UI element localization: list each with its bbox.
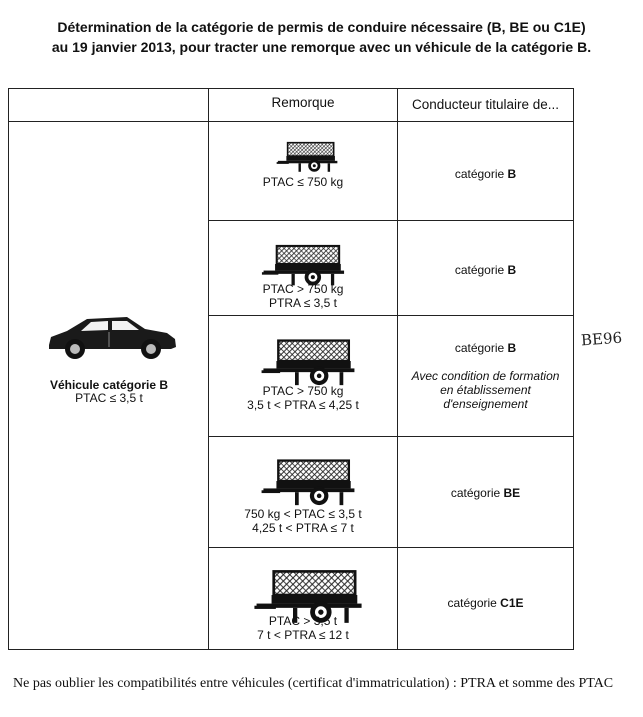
title-line-1: Détermination de la catégorie de permis de conduire nécessaire (B, BE ou C1E) — [57, 19, 586, 35]
category-code: B — [507, 341, 517, 355]
row-3-trailer-ptra: 3,5 t < PTRA ≤ 4,25 t — [247, 398, 359, 412]
row-5-trailer-ptac: PTAC > 3,5 t — [268, 614, 338, 628]
category-prefix: catégorie — [447, 596, 501, 610]
document-title — [0, 17, 643, 57]
category-prefix: catégorie — [454, 263, 508, 277]
row-3-condition-line-1: Avec condition de formation — [411, 369, 560, 383]
vehicle-ptac: PTAC ≤ 3,5 t — [75, 391, 143, 405]
footer-note: Ne pas oublier les compatibilités entre véhicules (certificat d'immatriculation) : PTRA et somme des PTAC — [13, 676, 614, 691]
title-line-2: au 19 janvier 2013, pour tracter une remorque avec un véhicule de la catégorie B. — [51, 39, 592, 55]
header-driver: Conducteur titulaire de... — [411, 97, 560, 112]
category-code: B — [507, 263, 517, 277]
header-trailer: Remorque — [271, 95, 335, 110]
row-4-category — [398, 486, 573, 500]
vehicle-category-label: Véhicule catégorie B — [49, 378, 169, 392]
row-divider — [208, 547, 573, 548]
row-3-condition-line-3: d'enseignement — [443, 397, 528, 411]
trailer-icon — [259, 455, 357, 507]
row-5-category — [398, 596, 573, 610]
trailer-icon — [259, 335, 357, 387]
row-divider — [208, 436, 573, 437]
trailer-icon — [259, 241, 347, 287]
handwritten-note: BE96 — [580, 328, 623, 350]
row-2-category — [398, 263, 573, 277]
row-2-trailer-ptra: PTRA ≤ 3,5 t — [269, 296, 337, 310]
category-prefix: catégorie — [450, 486, 504, 500]
row-3-category — [398, 341, 573, 355]
row-divider — [208, 220, 573, 221]
car-icon — [45, 311, 179, 361]
category-prefix: catégorie — [454, 167, 508, 181]
category-prefix: catégorie — [454, 341, 508, 355]
small-trailer-icon — [271, 139, 343, 173]
category-code: B — [507, 167, 517, 181]
licence-table — [8, 88, 574, 650]
category-code: BE — [503, 486, 521, 500]
row-3-condition-line-2: en établissement — [440, 383, 531, 397]
row-2-trailer-ptac: PTAC > 750 kg — [262, 282, 344, 296]
row-5-trailer-ptra: 7 t < PTRA ≤ 12 t — [257, 628, 349, 642]
row-1-category — [398, 167, 573, 181]
row-3-trailer-ptac: PTAC > 750 kg — [262, 384, 344, 398]
vehicle-name — [9, 378, 209, 392]
row-1-trailer-condition: PTAC ≤ 750 kg — [262, 175, 344, 189]
row-4-trailer-ptra: 4,25 t < PTRA ≤ 7 t — [252, 521, 354, 535]
category-code: C1E — [500, 596, 524, 610]
row-4-trailer-ptac: 750 kg < PTAC ≤ 3,5 t — [244, 507, 362, 521]
row-divider — [208, 315, 573, 316]
header-divider — [9, 121, 573, 122]
column-divider — [208, 89, 209, 649]
